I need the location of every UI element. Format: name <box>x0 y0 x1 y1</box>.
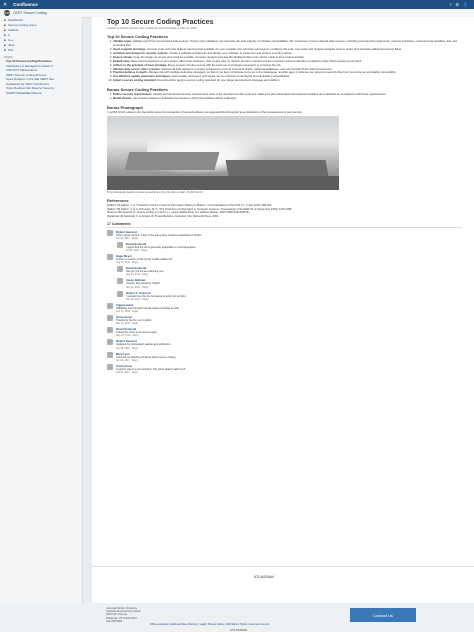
comments-list <box>107 230 462 374</box>
comment-author[interactable]: Robert C. Seacord <box>126 290 151 295</box>
comment-body <box>126 291 186 301</box>
comment-body <box>116 315 152 325</box>
address-line: 4500 Fifth Avenue <box>106 613 127 617</box>
atlassian-logo[interactable]: ATLASSIAN <box>254 575 274 579</box>
page-title: Top 10 Secure Coding Practices <box>107 19 214 26</box>
confluence-logo-icon[interactable]: ✕ <box>3 1 8 8</box>
atlassian-logo[interactable]: ATLASSIAN <box>230 628 247 632</box>
comment-actions[interactable]: Nov 20, 2011 · Reply <box>126 297 149 301</box>
comment <box>117 242 462 252</box>
comment-actions[interactable]: Jun 03, 2010 · Reply <box>116 236 139 240</box>
photo-wreck <box>125 152 220 170</box>
android-icon: ■ <box>4 27 6 32</box>
address-line: Carnegie Mellon University <box>106 607 137 610</box>
space-name[interactable]: CERT Secure Coding <box>13 11 47 15</box>
comment-body <box>116 364 186 374</box>
comment <box>107 315 462 325</box>
comment <box>117 278 462 288</box>
comment <box>107 230 462 240</box>
comment-author[interactable]: Robert Seacord <box>116 229 137 234</box>
reference-item: [Saltzer 74] Saltzer, J. H. "Protection and the Control of Information Sharing in Multics." Communications of the ACM 17, 7 (July 1974): 388-402. <box>107 203 273 207</box>
section-heading: References <box>107 197 129 203</box>
photo-wreck <box>226 160 329 176</box>
address-line: Software Engineering Institute <box>106 610 141 614</box>
comment-author[interactable]: Anonymous <box>116 363 133 368</box>
page-tree-item[interactable]: SCRIPTING/EMail Manual <box>6 90 42 95</box>
comment-text: Updated the photograph caption and attribution. <box>116 343 171 347</box>
avatar[interactable] <box>107 352 113 358</box>
page-tree-item[interactable]: Open Redirect in the SEI CERT Sec <box>6 77 55 81</box>
page-tree-item[interactable]: CSP-POT Maintenance <box>6 68 38 72</box>
sidebar-item-perl[interactable] <box>0 47 82 52</box>
comment-author[interactable]: Hugo Meyer <box>116 253 133 258</box>
comment-actions[interactable]: Sep 01, 2011 · Reply <box>126 285 149 289</box>
comment-actions[interactable]: Jul 06, 2010 · Reply <box>126 248 148 252</box>
sidebar-section-pages: PAGES <box>4 56 13 59</box>
comment-text: Thanks for the list, very helpful. <box>116 318 152 322</box>
comment-text: Thanks, that would be helpful. <box>126 282 161 286</box>
reference-item: [Saltzer 75] Saltzer, J. H. & Schroeder, M. D. "The Protection of Information in Computer Systems." Proceedings of the IEEE 63, 9 (September 1975): 1278-1308. <box>107 207 293 211</box>
avatar[interactable] <box>117 266 123 272</box>
avatar[interactable] <box>107 315 113 321</box>
page-tree-item[interactable]: Guidelines for WIKI Contributors <box>6 81 50 86</box>
comment-body <box>116 254 172 264</box>
sidebar-item-label: Android <box>8 27 19 32</box>
comment-actions[interactable]: Mar 10, 2014 · Reply <box>116 322 139 326</box>
comment-text: I agree that the list is generally applicable to most languages. <box>126 245 197 249</box>
comment-text: This is great content. A few of the items here could be expanded on further. <box>116 233 203 237</box>
comment <box>117 291 462 301</box>
page-content <box>107 19 462 374</box>
avatar[interactable] <box>107 254 113 260</box>
list-item: 1. Define security requirements. Identify and document security requirements early in the development life cycle and make sure that subsequent development artifacts are evaluated for compliance with those requirements. <box>113 93 462 97</box>
contact-us-button[interactable]: Contact Us <box>350 608 416 622</box>
list-item: 6. Adhere to the principle of least privilege. Every process should execute with the least set of privileges necessary to complete the job. <box>113 64 462 68</box>
avatar[interactable] <box>107 339 113 345</box>
comments-header: 17 Comments <box>107 222 462 228</box>
comment-author[interactable]: David Svoboda <box>126 266 147 271</box>
comment-text: I wonder how this list compares to other top ten lists. <box>126 294 187 298</box>
photo-road <box>107 176 339 190</box>
sidebar-item-label: C++ <box>8 37 14 42</box>
avatar[interactable] <box>107 303 113 309</box>
comment-body <box>126 242 196 252</box>
topbar-actions <box>449 2 468 7</box>
comment <box>107 364 462 374</box>
comment-actions[interactable]: Feb 14, 2013 · Reply <box>116 309 139 313</box>
page-footer <box>92 566 474 600</box>
section-heading: Bonus Secure Coding Practices <box>107 87 168 93</box>
comment-actions[interactable]: Aug 15, 2011 · Reply <box>126 273 149 277</box>
avatar[interactable] <box>117 291 123 297</box>
comment-actions[interactable]: Aug 12, 2011 · Reply <box>116 261 139 265</box>
comment-text: Not yet, but we are planning one. <box>126 270 165 274</box>
page-tree-item-top10[interactable]: Top 10 Secure Coding Practices <box>6 59 52 63</box>
comment-body <box>126 266 164 276</box>
sidebar-item-label: Java <box>8 42 15 47</box>
section-heading: Bonus Photograph <box>107 104 143 110</box>
section-heading: Top 10 Secure Coding Practices <box>107 34 168 39</box>
footer-divider <box>92 566 474 567</box>
comment-author[interactable]: Robert Seacord <box>116 339 137 344</box>
comment-text: A person was in a car accident. The photo doesn't add much. <box>116 367 187 371</box>
comment-body <box>116 303 179 313</box>
sidebar-item-label: Perl <box>8 47 14 52</box>
comment-author[interactable]: Anonymous <box>116 314 133 319</box>
space-sidebar <box>0 17 83 617</box>
list-item: 7. Sanitize data sent to other systems. Sanitize all data passed to complex subsystems such as command shells, relational databases, and commercial off-the-shelf components. <box>113 68 462 72</box>
list-item: 1. Validate input. Validate input from all untrusted data sources. Proper input validation can eliminate the vast majority of software vulnerabilities. Be suspicious of most external data sources, including command line arguments, network interfaces, environmental variables, and user controlled files. <box>113 40 462 47</box>
comment-body <box>116 327 157 337</box>
comment-body <box>116 352 176 362</box>
page-tree-item[interactable]: CERT Secure Coding Process <box>6 72 47 77</box>
crash-photograph <box>107 116 339 190</box>
comment-text: Great list for teaching students about secure coding. <box>116 355 176 359</box>
bonus-list <box>107 93 462 101</box>
practices-list <box>107 40 462 83</box>
photo-caption: This photograph depicts a street somewhere in the city after a crash. CC-BY-SA 3.0 <box>107 190 203 194</box>
comment-text: Is there a version of this list for mobile platforms? <box>116 257 173 261</box>
comment-text: Validating input should include output encoding as well. <box>116 306 180 310</box>
settings-icon[interactable]: ⚙ <box>455 2 460 7</box>
avatar[interactable] <box>107 230 113 236</box>
comment <box>107 303 462 313</box>
comment-author[interactable]: Viggassiulmi <box>116 302 134 307</box>
comment <box>117 266 462 276</box>
perl-icon: ■ <box>4 47 6 52</box>
help-icon[interactable]: ? <box>449 2 452 7</box>
list-item: 4. Keep it simple. Keep the design as simple and small as possible. Complex designs increase the likelihood that errors will be made in their implementation. <box>113 56 462 60</box>
user-avatar-icon[interactable]: 👤 <box>463 2 468 7</box>
comment-author[interactable]: Aaron Ballman <box>126 278 146 283</box>
list-item: 8. Practice defense in depth. Manage risk with multiple defensive strategies, so that if one layer of defense turns out to be inadequate, another layer of defense can prevent a security flaw from becoming an exploitable vulnerability. <box>113 71 462 75</box>
address-block <box>106 607 141 623</box>
list-item: 5. Default deny. Base access decisions on permission rather than exclusion. This means that, by default, access is denied and the protection scheme identifies conditions under which access is permitted. <box>113 60 462 64</box>
address-line: Pittsburgh, PA 15213-2612 <box>106 616 137 620</box>
space-logo[interactable]: CERT <box>3 11 11 15</box>
avatar[interactable] <box>117 278 123 284</box>
page-tree-item[interactable]: Open Redirect SEI Data for Security <box>6 86 55 90</box>
comment-actions[interactable]: Oct 30, 2017 · Reply <box>116 370 138 374</box>
comment <box>107 352 462 362</box>
comment-text: Linked the photo to its source page. <box>116 331 158 335</box>
list-item: 9. Use effective quality assurance techniques. Good quality assurance techniques can be effective in identifying and eliminating vulnerabilities. <box>113 75 462 79</box>
page-main <box>92 17 474 617</box>
footer-links[interactable]: Office Locations | Additional Sites Directory | Legal | Privacy Notice | CMU Ethics Hotline | www.sei.cmu.edu <box>150 623 270 626</box>
references-list <box>107 204 462 219</box>
cpp-icon: ■ <box>4 37 6 42</box>
list-item: 2. Heed compiler warnings. Compile code using the highest warning level available for your compiler and eliminate warnings by modifying the code. Use static and dynamic analysis tools to detect and eliminate additional security flaws. <box>113 48 462 52</box>
comment-body <box>126 278 160 288</box>
comment-actions[interactable]: Apr 02, 2017 · Reply <box>116 358 138 362</box>
comment <box>107 254 462 264</box>
comment-author[interactable]: Mary Lynn <box>116 351 130 356</box>
list-item: 10. Adopt a secure coding standard. Develop and/or apply a secure coding standard for your target development language and platform. <box>113 79 462 83</box>
avatar[interactable] <box>107 327 113 333</box>
comment <box>107 327 462 337</box>
comment-body <box>116 339 171 349</box>
sidebar-item-label: Dashboard <box>8 17 23 22</box>
list-item: 3. Architect and design for security policies. Create a software architecture and design your software to implement and enforce security policies. <box>113 52 462 56</box>
avatar[interactable] <box>107 364 113 370</box>
top-navigation-bar <box>0 0 474 9</box>
c-icon: ■ <box>4 32 6 37</box>
list-item: 2. Model threats. Use threat modeling to anticipate the threats to which the software will be subjected. <box>113 97 462 101</box>
reference-item: [Swiderski 04] Swiderski, F. & Snyder, W. Threat Modeling. Redmond, WA: Microsoft Press, 2004. <box>107 215 220 219</box>
home-icon: ■ <box>4 22 6 27</box>
comment-author[interactable]: David Svoboda <box>126 241 147 246</box>
site-footer <box>0 603 474 632</box>
comment <box>107 339 462 349</box>
sidebar-item-label: C <box>8 32 11 37</box>
sidebar-item-label: Secure Coding Home <box>8 22 37 27</box>
comment-actions[interactable]: May 22, 2014 · Reply <box>116 334 139 338</box>
comment-body <box>116 230 202 240</box>
app-brand[interactable]: Confluence <box>13 2 38 7</box>
dashboard-icon: ■ <box>4 17 6 22</box>
photo-intro: I met Bill Tyrrell, a lawyer who has written about the intersection of law and software. He suggested this photograph as an illustration of the consequences of poor security. <box>107 110 303 114</box>
address-line: 412-268-5800 <box>106 619 123 623</box>
page-tree-item[interactable]: Verification of Managed to Native C <box>6 63 54 68</box>
comment-actions[interactable]: Jan 08, 2016 · Reply <box>116 346 139 350</box>
java-icon: ■ <box>4 42 6 47</box>
reference-item: [Seacord 05] Seacord, R. Secure Coding in C and C++. Upper Saddle River, NJ: Addison-Wesley, 2006 (ISBN 0321335724). <box>107 211 250 215</box>
page-metadata: Created by Robert Seacord, last modified by David Svoboda on May 02, 2018 <box>107 27 197 30</box>
comment-author[interactable]: David Svoboda <box>116 327 137 332</box>
avatar[interactable] <box>117 242 123 248</box>
